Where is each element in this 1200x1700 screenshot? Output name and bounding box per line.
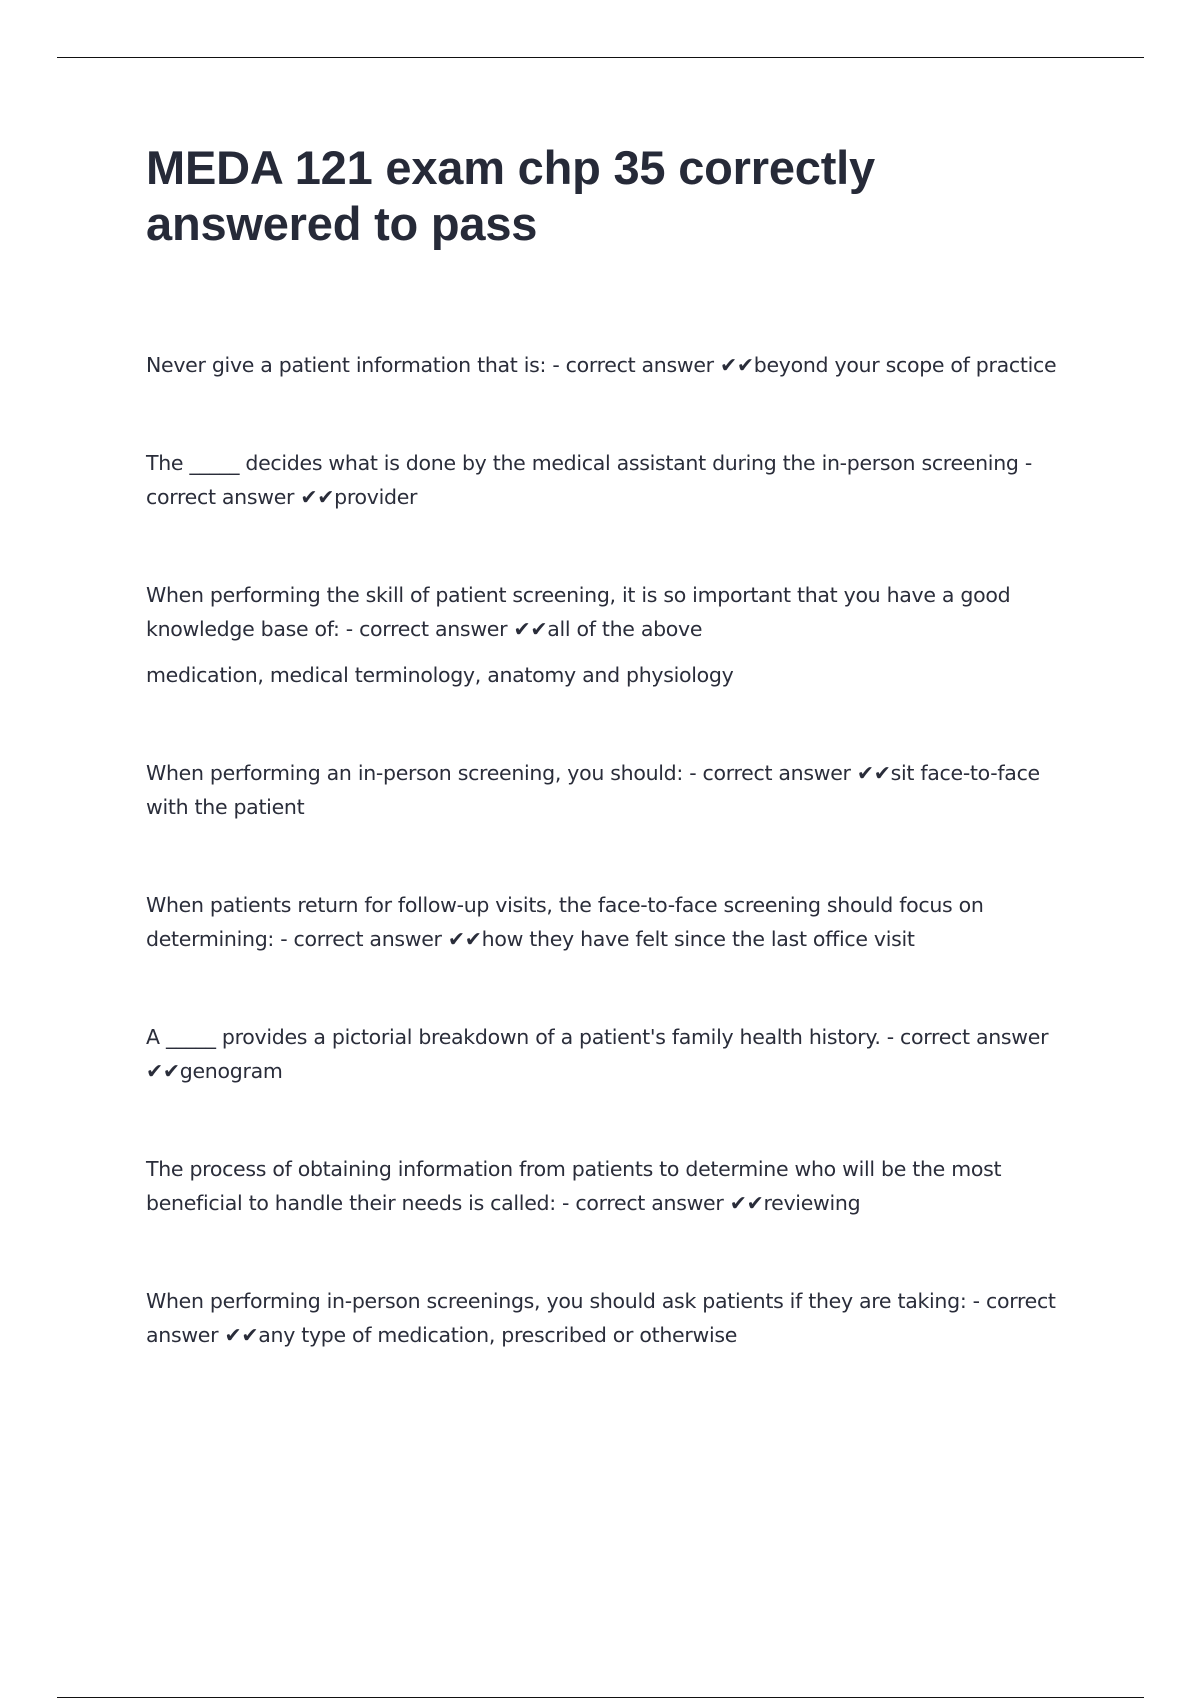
answer-text: provider (334, 485, 418, 509)
qa-item-6 (146, 1020, 1086, 1088)
question-text: When performing in-person screenings, you should ask patients if they are taking: - correct answer (146, 1289, 1056, 1347)
qa-item-2 (146, 446, 1086, 514)
top-divider (57, 57, 1144, 58)
qa-item-3 (146, 578, 1086, 692)
question-text: A _____ provides a pictorial breakdown of a patient's family health history. - correct answer (146, 1025, 1049, 1049)
qa-item-4 (146, 756, 1086, 824)
question-text: The _____ decides what is done by the medical assistant during the in-person screening - correct answer (146, 451, 1032, 509)
answer-text: genogram (179, 1059, 283, 1083)
check-mark-icon: ✔✔ (146, 1059, 180, 1083)
question-text: Never give a patient information that is: - correct answer (146, 353, 720, 377)
qa-item-5 (146, 888, 1086, 956)
answer-text: sit face-to-face with the patient (146, 761, 1040, 819)
qa-item-1 (146, 348, 1086, 382)
answer-text: beyond your scope of practice (753, 353, 1057, 377)
document-body (146, 140, 1086, 1416)
check-mark-icon: ✔✔ (300, 485, 335, 509)
document-title: MEDA 121 exam chp 35 correctly answered to pass (146, 141, 875, 250)
check-mark-icon: ✔✔ (513, 617, 548, 641)
answer-text: all of the above (547, 617, 703, 641)
qa-list (146, 348, 1086, 1352)
bottom-divider (57, 1697, 1144, 1698)
answer-text: any type of medication, prescribed or otherwise (258, 1323, 738, 1347)
check-mark-icon: ✔✔ (856, 761, 891, 785)
answer-detail: medication, medical terminology, anatomy and physiology (146, 663, 734, 687)
check-mark-icon: ✔✔ (720, 353, 754, 377)
check-mark-icon: ✔✔ (729, 1191, 764, 1215)
answer-text: how they have felt since the last office visit (481, 927, 915, 951)
check-mark-icon: ✔✔ (447, 927, 482, 951)
answer-text: reviewing (763, 1191, 861, 1215)
qa-item-8 (146, 1284, 1086, 1352)
check-mark-icon: ✔✔ (224, 1323, 259, 1347)
question-text: When patients return for follow-up visits, the face-to-face screening should focus on determining: - correct answer (146, 893, 984, 951)
question-text: When performing the skill of patient screening, it is so important that you have a good knowledge base of: - correct answer (146, 583, 1011, 641)
question-text: The process of obtaining information from patients to determine who will be the most beneficial to handle their needs is called: - correct answer (146, 1157, 1002, 1215)
qa-item-7 (146, 1152, 1086, 1220)
question-text: When performing an in-person screening, you should: - correct answer (146, 761, 857, 785)
